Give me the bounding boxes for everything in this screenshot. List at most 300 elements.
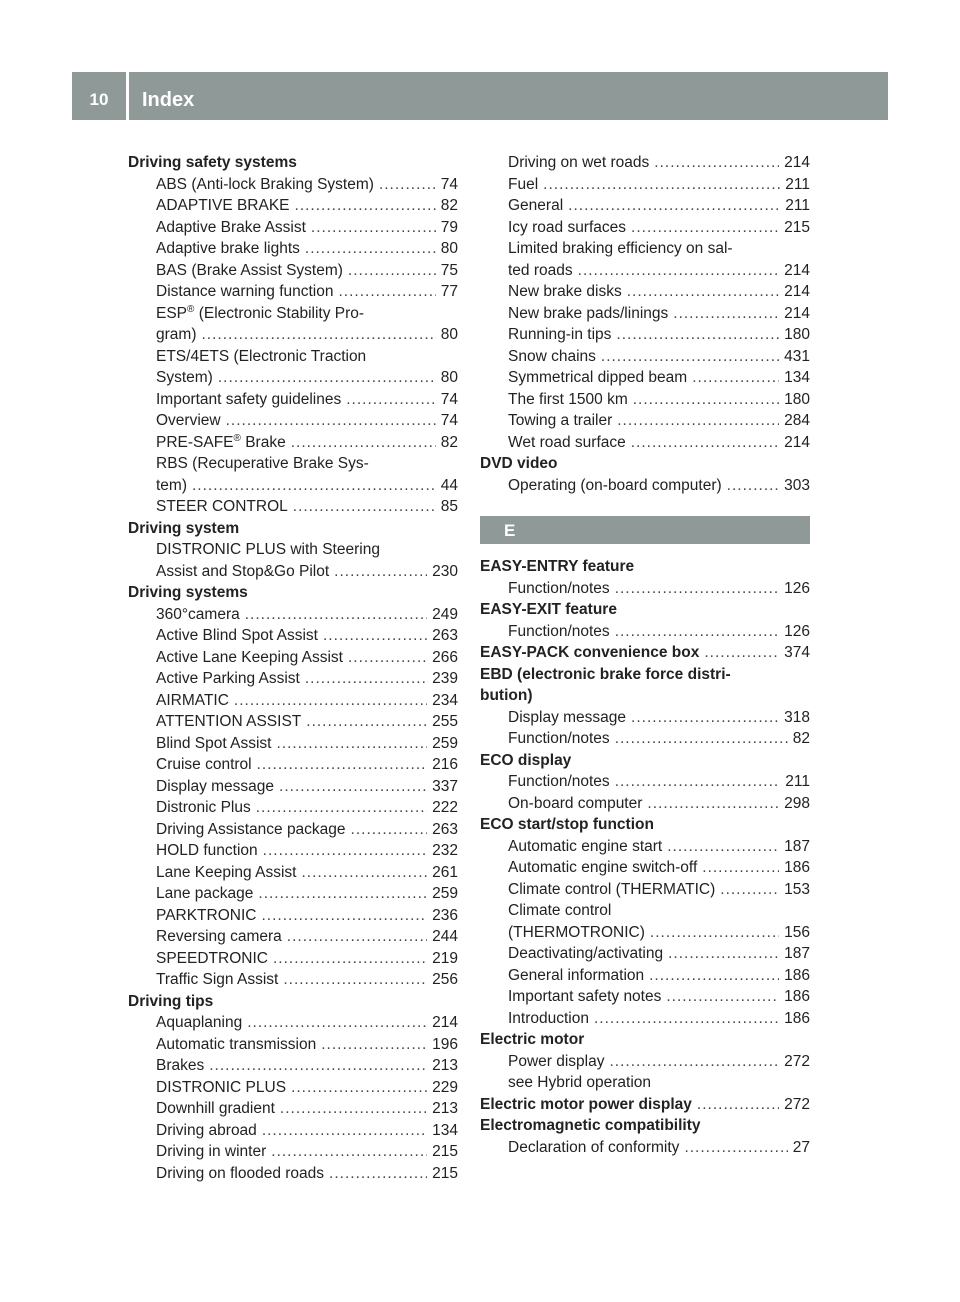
entry-label: SPEEDTRONIC (156, 949, 268, 967)
entry-label: Towing a trailer (508, 412, 613, 429)
leader-dots (351, 819, 428, 841)
entry-page: 215 (784, 218, 810, 236)
entry-label: Function/notes (508, 579, 610, 597)
index-entry[interactable] (128, 195, 458, 217)
entry-label: STEER CONTROL (156, 498, 288, 515)
registered-mark: ® (187, 303, 195, 315)
index-entry[interactable] (480, 728, 810, 750)
entry-label: HOLD function (156, 842, 258, 859)
entry-page: 134 (432, 1121, 458, 1139)
index-entry-continued[interactable]: DISTRONIC PLUS with Steering (156, 541, 380, 558)
index-entry-continued[interactable]: Climate control (508, 902, 612, 919)
leader-dots (631, 432, 779, 454)
entry-label: Lane package (156, 885, 254, 902)
index-entry[interactable] (128, 819, 458, 841)
entry-page: 75 (440, 261, 458, 279)
entry-page: 156 (784, 923, 810, 941)
leader-dots (649, 965, 779, 987)
entry-label: Traffic Sign Assist (156, 971, 279, 988)
entry-label: Assist and Stop&Go Pilot (156, 562, 330, 580)
leader-dots (257, 754, 428, 776)
index-entry[interactable] (128, 647, 458, 669)
leader-dots (305, 238, 436, 260)
entry-label: Brakes (156, 1057, 205, 1074)
leader-dots (673, 303, 779, 325)
entry-page: 74 (440, 175, 458, 193)
leader-dots (283, 969, 427, 991)
leader-dots (201, 324, 435, 346)
entry-label: Active Blind Spot Assist (156, 627, 318, 644)
leader-dots (617, 410, 779, 432)
entry-page: 219 (432, 949, 458, 967)
entry-page: 215 (432, 1164, 458, 1182)
entry-label: Symmetrical dipped beam (508, 369, 688, 386)
leader-dots (209, 1055, 427, 1077)
index-entry[interactable] (128, 260, 458, 282)
cross-reference[interactable]: see Hybrid operation (508, 1074, 652, 1091)
entry-label: Adaptive brake lights (156, 240, 300, 257)
leader-dots (379, 174, 436, 196)
entry-label: Cruise control (156, 756, 252, 773)
entry-label: Driving abroad (156, 1121, 257, 1139)
entry-label: Distance warning function (156, 283, 334, 300)
index-entry[interactable] (480, 578, 810, 600)
leader-dots (615, 621, 779, 643)
leader-dots (348, 260, 436, 282)
entry-label: (Electronic Stability Pro- (194, 304, 365, 322)
index-entry[interactable] (128, 1163, 458, 1185)
leader-dots (346, 389, 436, 411)
registered-mark: ® (233, 432, 241, 444)
index-entry[interactable] (128, 862, 458, 884)
index-entry[interactable] (128, 754, 458, 776)
index-entry[interactable] (480, 174, 810, 196)
index-entry[interactable] (480, 879, 810, 901)
leader-dots (192, 475, 436, 497)
entry-label: Function/notes (508, 622, 610, 640)
entry-page: 298 (784, 794, 810, 812)
index-entry[interactable] (480, 475, 810, 497)
entry-label: General (508, 197, 564, 214)
leader-dots (256, 797, 427, 819)
entry-page: 244 (432, 928, 458, 945)
entry-label: Automatic transmission (156, 1035, 317, 1053)
entry-page: 230 (432, 562, 458, 580)
entry-label: ESP (156, 304, 188, 322)
entry-page: 284 (784, 412, 810, 429)
leader-dots (615, 578, 779, 600)
entry-page: 80 (440, 369, 458, 386)
entry-label: ADAPTIVE BRAKE (156, 197, 290, 214)
entry-page: 431 (784, 347, 810, 365)
entry-label: Active Parking Assist (156, 670, 300, 687)
leader-dots (329, 1163, 427, 1185)
index-entry[interactable] (128, 1055, 458, 1077)
index-entry[interactable] (480, 986, 810, 1008)
entry-page: 255 (432, 713, 458, 730)
entry-page: 229 (432, 1078, 458, 1096)
index-entry[interactable] (480, 432, 810, 454)
index-entry[interactable] (480, 410, 810, 432)
entry-label: Automatic engine switch-off (508, 859, 698, 876)
entry-page: 318 (784, 708, 810, 726)
index-entry[interactable] (480, 1137, 810, 1159)
entry-label: Snow chains (508, 347, 596, 365)
index-entry[interactable] (128, 217, 458, 239)
index-entry[interactable] (480, 621, 810, 643)
entry-page: 239 (432, 670, 458, 687)
entry-page: 186 (784, 988, 810, 1005)
entry-page: 256 (432, 971, 458, 988)
index-entry[interactable] (480, 367, 810, 389)
leader-dots (594, 1008, 779, 1030)
index-entry[interactable] (480, 281, 810, 303)
entry-page: 82 (792, 730, 810, 747)
index-heading-entry[interactable] (480, 1094, 810, 1116)
index-heading: Electromagnetic compatibility (480, 1117, 701, 1134)
entry-label: Icy road surfaces (508, 218, 627, 236)
leader-dots (610, 1051, 780, 1073)
entry-label: Climate control (THERMATIC) (508, 880, 716, 898)
index-entry[interactable] (128, 776, 458, 798)
entry-label: Display message (156, 777, 275, 795)
index-heading: Driving system (128, 519, 240, 537)
index-heading: ECO start/stop function (480, 816, 654, 833)
entry-label: On-board computer (508, 794, 643, 812)
leader-dots (668, 943, 779, 965)
entry-label: Downhill gradient (156, 1100, 275, 1117)
index-entry[interactable] (128, 883, 458, 905)
entry-label: Lane Keeping Assist (156, 863, 297, 881)
entry-label: Electric motor power display (480, 1095, 692, 1113)
entry-page: 196 (432, 1035, 458, 1053)
entry-label: Introduction (508, 1009, 589, 1027)
leader-dots (258, 883, 427, 905)
entry-page: 303 (784, 476, 810, 494)
index-entry[interactable] (128, 604, 458, 626)
leader-dots (279, 776, 427, 798)
entry-label: EASY-PACK convenience box (480, 644, 700, 661)
index-entry[interactable] (480, 965, 810, 987)
entry-label: System) (156, 369, 213, 386)
header-divider (126, 72, 129, 120)
entry-label: The first 1500 km (508, 390, 628, 408)
entry-label: Important safety guidelines (156, 390, 342, 408)
entry-page: 126 (784, 622, 810, 640)
index-entry[interactable] (480, 324, 810, 346)
entry-page: 186 (784, 1009, 810, 1027)
leader-dots (301, 862, 427, 884)
entry-label: Aquaplaning (156, 1014, 243, 1031)
entry-page: 261 (432, 863, 458, 881)
index-heading: EASY-ENTRY feature (480, 558, 635, 575)
entry-label: New brake pads/linings (508, 304, 669, 322)
leader-dots (226, 410, 436, 432)
index-entry[interactable] (128, 1034, 458, 1056)
index-entry[interactable] (128, 410, 458, 432)
leader-dots (702, 857, 779, 879)
entry-label: Active Lane Keeping Assist (156, 648, 343, 666)
index-heading: EASY-EXIT feature (480, 601, 617, 618)
entry-page: 134 (784, 369, 810, 386)
entry-label: General information (508, 966, 645, 984)
entry-page: 214 (784, 283, 810, 300)
index-entry[interactable] (480, 346, 810, 368)
leader-dots (276, 733, 427, 755)
leader-dots (692, 367, 779, 389)
leader-dots (631, 707, 779, 729)
entry-label: tem) (156, 476, 187, 494)
index-entry[interactable] (128, 1141, 458, 1163)
entry-label: Driving in winter (156, 1143, 267, 1160)
index-entry[interactable] (128, 711, 458, 733)
entry-page: 214 (432, 1014, 458, 1031)
leader-dots (234, 690, 427, 712)
index-entry[interactable] (128, 238, 458, 260)
index-entry[interactable] (128, 475, 458, 497)
index-entry[interactable] (480, 260, 810, 282)
entry-label: Overview (156, 412, 221, 429)
entry-label: DISTRONIC PLUS (156, 1078, 287, 1096)
entry-label (156, 432, 286, 454)
leader-dots (311, 217, 436, 239)
index-column-right (480, 152, 810, 1158)
index-entry[interactable] (128, 367, 458, 389)
entry-label: (THERMOTRONIC) (508, 923, 645, 941)
index-entry-continued[interactable] (128, 303, 458, 325)
index-entry[interactable] (128, 905, 458, 927)
leader-dots (704, 642, 779, 664)
leader-dots (306, 711, 427, 733)
index-entry[interactable] (480, 943, 810, 965)
entry-label: Reversing camera (156, 928, 282, 945)
index-entry[interactable] (128, 389, 458, 411)
index-entry[interactable] (128, 281, 458, 303)
index-heading: Electric motor (480, 1031, 585, 1048)
index-entry[interactable] (480, 707, 810, 729)
leader-dots (348, 647, 427, 669)
leader-dots (684, 1137, 787, 1159)
entry-label-part: PRE-SAFE (156, 433, 234, 451)
index-entry[interactable] (480, 389, 810, 411)
index-heading-continued: bution) (480, 687, 533, 704)
entry-label: New brake disks (508, 283, 622, 300)
index-entry[interactable] (480, 922, 810, 944)
entry-page: 214 (784, 433, 810, 451)
entry-label: Automatic engine start (508, 837, 663, 855)
index-entry[interactable] (128, 840, 458, 862)
leader-dots (323, 625, 427, 647)
entry-page: 82 (440, 197, 458, 214)
entry-page: 79 (440, 218, 458, 236)
index-entry[interactable] (128, 625, 458, 647)
index-entry[interactable] (480, 303, 810, 325)
entry-page: 337 (432, 777, 458, 795)
index-entry[interactable] (128, 174, 458, 196)
entry-page: 272 (784, 1052, 810, 1070)
leader-dots (727, 475, 779, 497)
entry-label: Driving on flooded roads (156, 1164, 325, 1182)
entry-page: 186 (784, 966, 810, 984)
entry-page: 214 (784, 304, 810, 322)
index-entry[interactable] (480, 1051, 810, 1073)
entry-label: gram) (156, 326, 197, 343)
leader-dots (263, 840, 427, 862)
leader-dots (218, 367, 436, 389)
entry-label: Important safety notes (508, 988, 662, 1005)
index-heading: Driving safety systems (128, 154, 297, 171)
entry-label-part: Brake (240, 433, 286, 451)
entry-page: 213 (432, 1100, 458, 1117)
entry-page: 211 (785, 197, 810, 214)
index-entry[interactable] (128, 926, 458, 948)
index-entry[interactable] (128, 1077, 458, 1099)
entry-page: 180 (784, 326, 810, 343)
leader-dots (666, 986, 779, 1008)
entry-label: AIRMATIC (156, 691, 229, 709)
entry-page: 80 (440, 240, 458, 257)
index-entry[interactable] (128, 561, 458, 583)
index-entry[interactable] (128, 1098, 458, 1120)
leader-dots (321, 1034, 427, 1056)
entry-label: Adaptive Brake Assist (156, 218, 306, 236)
entry-page: 187 (784, 945, 810, 962)
leader-dots (295, 195, 436, 217)
index-entry[interactable] (128, 1012, 458, 1034)
entry-label: Running-in tips (508, 326, 612, 343)
entry-page: 27 (792, 1138, 810, 1156)
leader-dots (245, 604, 427, 626)
leader-dots (305, 668, 427, 690)
entry-page: 234 (432, 691, 458, 709)
entry-page: 222 (432, 799, 458, 816)
entry-page: 249 (432, 605, 458, 623)
entry-label: Wet road surface (508, 433, 626, 451)
index-entry[interactable] (480, 217, 810, 239)
entry-label: Declaration of conformity (508, 1138, 680, 1156)
entry-page: 74 (440, 390, 458, 408)
index-entry[interactable] (128, 668, 458, 690)
entry-label: Blind Spot Assist (156, 734, 272, 752)
leader-dots (261, 905, 427, 927)
entry-page: 272 (784, 1095, 810, 1113)
entry-label: Driving on wet roads (508, 154, 650, 171)
index-entry[interactable] (480, 793, 810, 815)
index-entry[interactable] (480, 152, 810, 174)
leader-dots (334, 561, 427, 583)
index-column-left (128, 152, 458, 1184)
entry-page: 232 (432, 842, 458, 859)
leader-dots (633, 389, 779, 411)
entry-label: Function/notes (508, 773, 610, 790)
index-entry[interactable] (480, 1008, 810, 1030)
leader-dots (578, 260, 779, 282)
entry-page: 214 (784, 154, 810, 171)
entry-page: 153 (784, 880, 810, 898)
section-title: Index (142, 89, 195, 111)
leader-dots (291, 1077, 427, 1099)
entry-label: PARKTRONIC (156, 906, 257, 924)
entry-label: Display message (508, 708, 627, 726)
leader-dots (627, 281, 779, 303)
page-header (72, 72, 888, 120)
leader-dots (697, 1094, 779, 1116)
entry-page: 213 (432, 1057, 458, 1074)
entry-label: Deactivating/activating (508, 945, 664, 962)
index-entry[interactable] (128, 324, 458, 346)
entry-page: 186 (784, 859, 810, 876)
index-entry[interactable] (128, 733, 458, 755)
index-entry[interactable] (128, 496, 458, 518)
index-entry-continued[interactable]: RBS (Recuperative Brake Sys- (156, 455, 369, 472)
entry-page: 77 (440, 283, 458, 300)
index-entry[interactable] (480, 836, 810, 858)
entry-page: 263 (432, 820, 458, 838)
entry-label: Power display (508, 1052, 605, 1070)
leader-dots (568, 195, 780, 217)
entry-page: 263 (432, 627, 458, 644)
entry-page: 126 (784, 579, 810, 597)
entry-label: ted roads (508, 261, 573, 279)
index-heading: DVD video (480, 455, 558, 472)
entry-page: 187 (784, 837, 810, 855)
entry-label: 360°camera (156, 605, 240, 623)
leader-dots (293, 496, 436, 518)
index-entry[interactable] (128, 797, 458, 819)
index-entry[interactable] (128, 948, 458, 970)
entry-label: ABS (Anti-lock Braking System) (156, 175, 374, 193)
index-entry[interactable] (128, 690, 458, 712)
index-heading-entry[interactable] (480, 642, 810, 664)
leader-dots (262, 1120, 427, 1142)
entry-page: 180 (784, 390, 810, 408)
index-entry[interactable] (480, 195, 810, 217)
leader-dots (616, 324, 779, 346)
entry-page: 82 (440, 433, 458, 451)
index-entry[interactable] (480, 771, 810, 793)
index-entry[interactable] (128, 969, 458, 991)
entry-page: 85 (440, 498, 458, 515)
entry-page: 44 (440, 476, 458, 494)
entry-page: 266 (432, 648, 458, 666)
entry-page: 236 (432, 906, 458, 924)
leader-dots (650, 922, 779, 944)
leader-dots (631, 217, 779, 239)
leader-dots (339, 281, 436, 303)
entry-page: 211 (785, 175, 810, 193)
index-entry[interactable] (128, 1120, 458, 1142)
index-entry-continued[interactable]: ETS/4ETS (Electronic Traction (156, 347, 367, 365)
leader-dots (247, 1012, 427, 1034)
index-heading: Driving tips (128, 992, 214, 1010)
entry-page: 211 (785, 773, 810, 790)
leader-dots (287, 926, 427, 948)
entry-label: Distronic Plus (156, 799, 251, 816)
entry-page: 214 (784, 261, 810, 279)
leader-dots (654, 152, 779, 174)
entry-page: 259 (432, 734, 458, 752)
page-number: 10 (89, 90, 109, 109)
index-entry[interactable] (128, 432, 458, 454)
index-heading: EBD (electronic brake force distri- (480, 665, 731, 683)
leader-dots (601, 346, 779, 368)
leader-dots (271, 1141, 427, 1163)
letter-section-bar: E (480, 516, 810, 544)
index-entry[interactable] (480, 857, 810, 879)
entry-label: Driving Assistance package (156, 820, 346, 838)
index-entry-continued[interactable]: Limited braking efficiency on sal- (508, 240, 733, 257)
entry-label: ATTENTION ASSIST (156, 713, 302, 730)
